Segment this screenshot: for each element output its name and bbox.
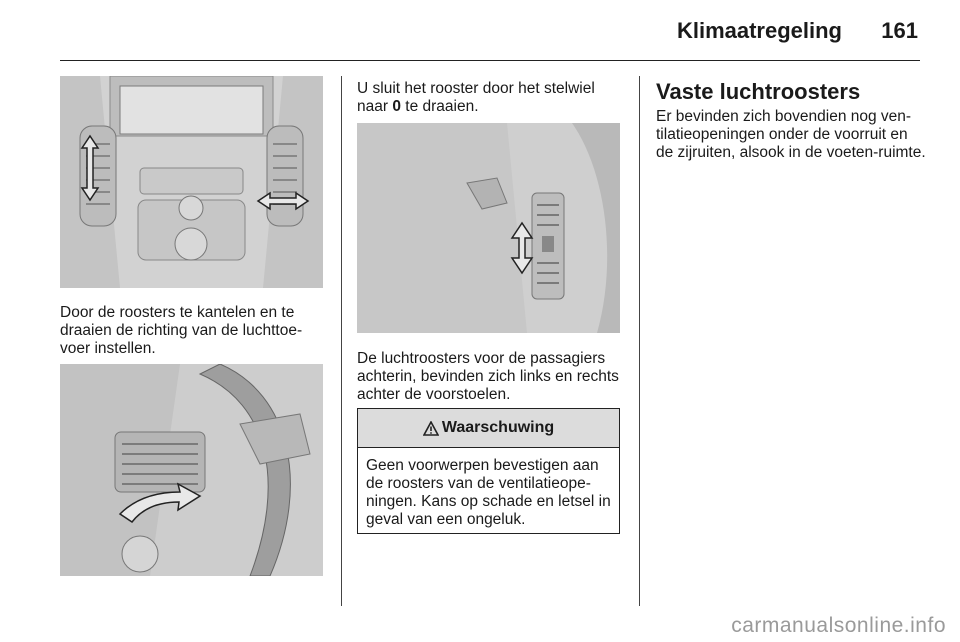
rear-vents-text: De luchtroosters voor de passagiers achterin, bevinden zich links en rechts achter de voorstoelen. <box>357 350 619 403</box>
rear-vent-illustration <box>357 123 620 333</box>
page-number: 161 <box>881 18 918 43</box>
wheel-position-zero: 0 <box>392 98 401 115</box>
fixed-vents-text: Er bevinden zich bovendien nog ven-tilatieopeningen onder de voorruit en de zijruiten, alsook in de voeten-ruimte. <box>656 108 926 161</box>
warning-triangle-icon <box>423 421 439 436</box>
column-divider-left <box>341 76 342 606</box>
section-heading: Vaste luchtroosters <box>656 79 861 104</box>
page-header <box>60 0 920 62</box>
warning-title: Waarschuwing <box>441 419 555 436</box>
column-divider-right <box>639 76 640 606</box>
side-vent-illustration <box>60 364 323 576</box>
warning-box <box>357 408 620 534</box>
close-vent-text: U sluit het rooster door het stelwiel naar 0 te draaien. <box>357 80 595 115</box>
dashboard-vents-illustration <box>60 76 323 288</box>
vent-adjust-caption: Door de roosters te kantelen en te draaien de richting van de luchttoe-voer instellen. <box>60 304 303 357</box>
header-divider <box>60 60 920 61</box>
watermark: carmanualsonline.info <box>731 614 946 637</box>
warning-text: Geen voorwerpen bevestigen aan de roosters van de ventilatieope-ningen. Kans op schade en letsel in geval van een ongeluk. <box>366 457 611 528</box>
chapter-title: Klimaatregeling <box>676 18 842 43</box>
warning-header <box>358 409 619 448</box>
